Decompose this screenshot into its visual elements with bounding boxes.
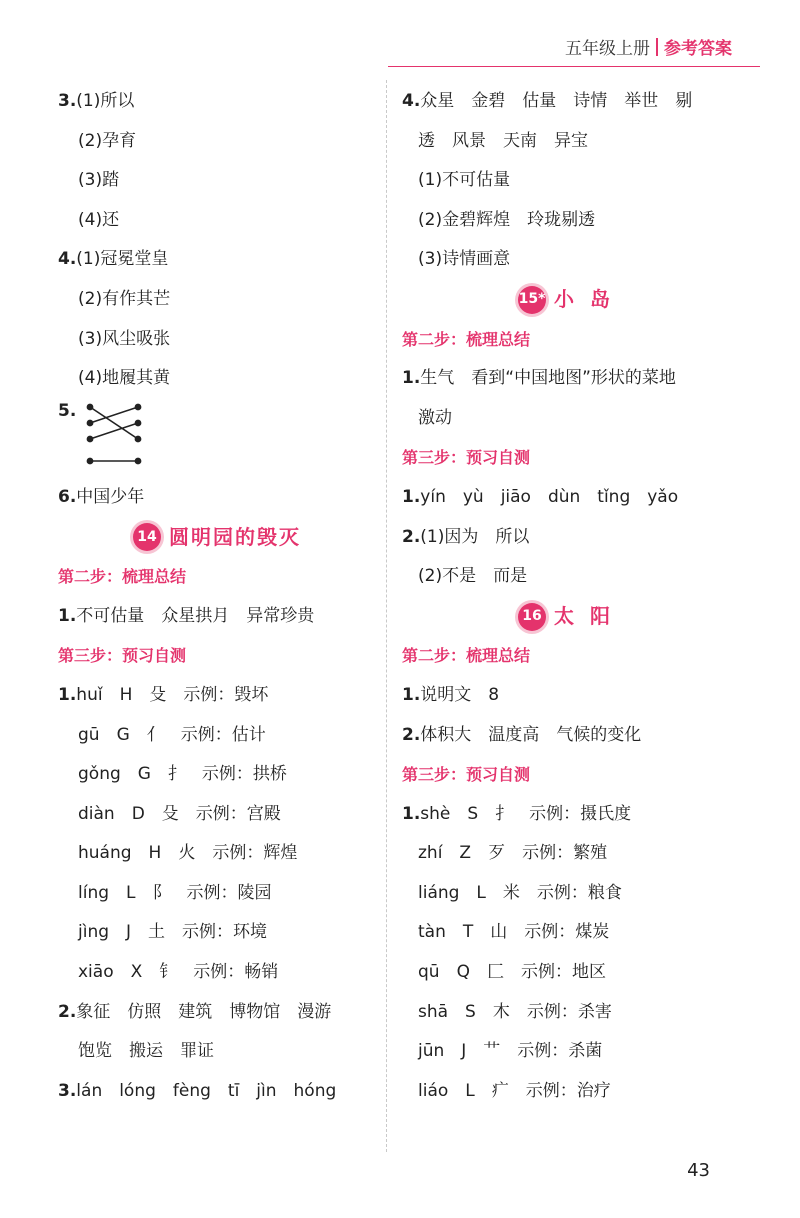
answer-text: 象征 仿照 建筑 博物馆 漫游 (76, 1001, 332, 1022)
answer-4-3: (3)风尘吸张 (78, 328, 171, 349)
answer-text: lán lóng fèng tī jìn hóng (76, 1080, 337, 1101)
answer-5-matching (58, 399, 376, 478)
lesson-14-heading (58, 518, 376, 558)
l14-q2-row-1 (58, 993, 376, 1033)
lesson-15-heading (402, 280, 742, 320)
l16-q1-row-4: tàn T 山 示例：煤炭 (418, 922, 610, 943)
l16-q1-row-1 (402, 795, 742, 835)
l16-summary-1 (402, 676, 742, 716)
answer-text: 说明文 8 (420, 684, 500, 705)
l14-q1-row-8: xiāo X 钅 示例：畅销 (78, 962, 279, 983)
step-3-heading: 第三步：预习自测 (402, 448, 531, 468)
l14-summary-1 (58, 597, 376, 637)
answer-4-sub-2: (2)金碧辉煌 玲珑剔透 (418, 209, 596, 230)
right-column (402, 82, 742, 1111)
header-grade: 五年级上册 (565, 39, 650, 59)
answer-6 (58, 478, 376, 518)
running-header (565, 34, 732, 59)
answer-text: 众星 金碧 估量 诗情 举世 剔 (420, 91, 693, 111)
lesson-number-badge: 16 (518, 603, 546, 631)
answer-number: 2. (402, 724, 421, 745)
answer-text: (1)所以 (76, 91, 135, 111)
answer-text: 体积大 温度高 气候的变化 (420, 724, 642, 745)
answer-text: (1)因为 所以 (420, 526, 530, 547)
answer-number: 1. (58, 605, 77, 626)
answer-number: 2. (402, 526, 421, 547)
l15-summary-1 (402, 359, 742, 399)
answer-4-2: (2)有作其芒 (78, 288, 171, 309)
answer-number: 4. (402, 91, 421, 111)
answer-4-words-2: 透 风景 天南 异宝 (418, 130, 588, 151)
header-section: 参考答案 (664, 39, 732, 59)
l14-q3 (58, 1072, 376, 1112)
step-2-heading: 第二步：梳理总结 (402, 646, 531, 666)
answer-3-1 (58, 82, 376, 122)
l16-q1-row-5: qū Q 匚 示例：地区 (418, 962, 606, 983)
step-2-heading: 第二步：梳理总结 (58, 567, 187, 587)
column-divider (386, 80, 387, 1152)
l14-q1-row-6: líng L 阝 示例：陵园 (78, 882, 272, 903)
answer-text: 生气 看到“中国地图”形状的菜地 (420, 368, 676, 389)
l16-q1-row-7: jūn J 艹 示例：杀菌 (418, 1041, 603, 1062)
lesson-title: 圆明园的毁灭 (169, 524, 301, 549)
lesson-number-badge: 15* (518, 286, 546, 314)
l14-q1-row-3: gǒng G 扌 示例：拱桥 (78, 764, 287, 785)
left-column (58, 82, 376, 1111)
answer-4-4: (4)地履其黄 (78, 368, 171, 389)
answer-4-sub-1: (1)不可估量 (418, 170, 511, 191)
page-number: 43 (687, 1160, 710, 1181)
l16-q1-row-2: zhí Z 歹 示例：繁殖 (418, 843, 608, 864)
l16-q1-row-3: liáng L 米 示例：粮食 (418, 882, 622, 903)
answer-number: 1. (402, 368, 421, 389)
answer-3-4: (4)还 (78, 209, 120, 230)
header-rule (388, 66, 760, 67)
step-3-heading: 第三步：预习自测 (402, 765, 531, 785)
l14-q1-row-4: diàn D 殳 示例：宫殿 (78, 803, 281, 824)
answer-number: 1. (402, 803, 421, 824)
l14-q1-row-1 (58, 676, 376, 716)
answer-number: 5. (58, 400, 77, 421)
l14-q1-row-2: gū G 亻 示例：估计 (78, 724, 266, 745)
answer-3-3: (3)踏 (78, 170, 120, 191)
l15-q1 (402, 478, 742, 518)
answer-number: 3. (58, 91, 77, 111)
l15-q2-row-2: (2)不是 而是 (418, 566, 528, 587)
answer-number: 1. (402, 486, 421, 507)
header-separator (656, 38, 658, 56)
lesson-title: 太阳 (554, 603, 626, 628)
answer-text: 中国少年 (76, 486, 145, 507)
l14-q1-row-5: huáng H 火 示例：辉煌 (78, 843, 298, 864)
answer-number: 2. (58, 1001, 77, 1022)
answer-text: yín yù jiāo dùn tǐng yǎo (420, 486, 679, 507)
l14-q2-row-2: 饱览 搬运 罪证 (78, 1041, 214, 1062)
l16-q1-row-6: shā S 木 示例：杀害 (418, 1001, 612, 1022)
answer-number: 6. (58, 486, 77, 507)
l14-q1-row-7: jìng J 土 示例：环境 (78, 922, 268, 943)
answer-4-1 (58, 240, 376, 280)
answer-number: 4. (58, 249, 77, 270)
answer-4-sub-3: (3)诗情画意 (418, 249, 511, 270)
answer-text: shè S 扌 示例：摄氏度 (420, 803, 632, 824)
lesson-number-badge: 14 (133, 523, 161, 551)
answer-number: 1. (58, 684, 77, 705)
lesson-title: 小岛 (554, 286, 626, 311)
answer-text: huǐ H 殳 示例：毁坏 (76, 684, 269, 705)
l15-q2-row-1 (402, 518, 742, 558)
l16-summary-2 (402, 716, 742, 756)
answer-text: (1)冠冕堂皇 (76, 249, 169, 270)
l15-summary-2: 激动 (418, 407, 452, 428)
answer-3-2: (2)孕育 (78, 130, 137, 151)
answer-number: 3. (58, 1080, 77, 1101)
lesson-16-heading (402, 597, 742, 637)
matching-lines-diagram (80, 403, 150, 475)
answer-text: 不可估量 众星拱月 异常珍贵 (76, 605, 315, 626)
answer-number: 1. (402, 684, 421, 705)
answer-4-words-1 (402, 82, 742, 122)
l16-q1-row-8: liáo L 疒 示例：治疗 (418, 1080, 611, 1101)
step-2-heading: 第二步：梳理总结 (402, 329, 531, 349)
step-3-heading: 第三步：预习自测 (58, 646, 187, 666)
